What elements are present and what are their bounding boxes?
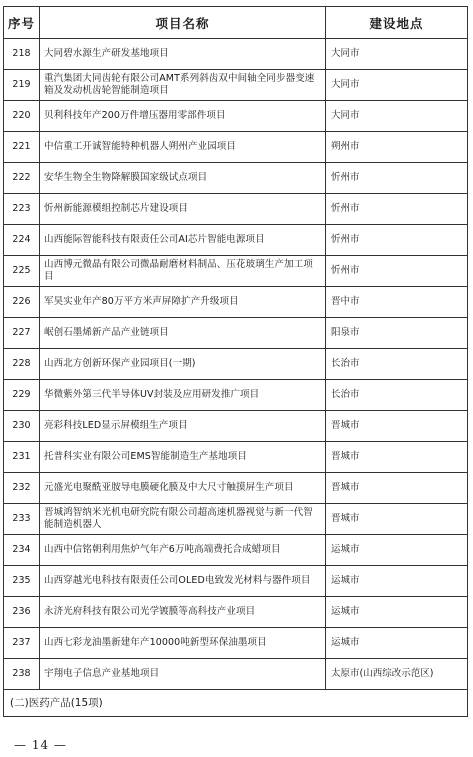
location-cell: 晋城市	[326, 504, 468, 535]
table-row	[4, 287, 468, 318]
location-cell: 大同市	[326, 39, 468, 70]
project-name-cell: 永济光府科技有限公司光学镀膜等高科技产业项目	[40, 597, 326, 628]
location-cell: 运城市	[326, 535, 468, 566]
project-name-cell: 贝利科技年产200万件增压器用零部件项目	[40, 101, 326, 132]
serial-cell: 233	[4, 504, 40, 535]
location-cell: 长治市	[326, 380, 468, 411]
location-cell: 大同市	[326, 70, 468, 101]
serial-cell: 219	[4, 70, 40, 101]
serial-cell: 224	[4, 225, 40, 256]
serial-cell: 221	[4, 132, 40, 163]
serial-cell: 227	[4, 318, 40, 349]
location-cell: 运城市	[326, 628, 468, 659]
header-serial: 序号	[4, 7, 40, 39]
project-name-cell: 中信重工开诚智能特种机器人朔州产业园项目	[40, 132, 326, 163]
table-row	[4, 70, 468, 101]
location-cell: 运城市	[326, 597, 468, 628]
serial-cell: 220	[4, 101, 40, 132]
table-row	[4, 504, 468, 535]
project-name-cell: 山西能际智能科技有限责任公司AI芯片智能电源项目	[40, 225, 326, 256]
serial-cell: 234	[4, 535, 40, 566]
serial-cell: 225	[4, 256, 40, 287]
table-row	[4, 442, 468, 473]
location-cell: 长治市	[326, 349, 468, 380]
location-cell: 忻州市	[326, 163, 468, 194]
table-row	[4, 318, 468, 349]
project-name-cell: 亮彩科技LED显示屏模组生产项目	[40, 411, 326, 442]
project-name-cell: 宇翔电子信息产业基地项目	[40, 659, 326, 690]
section-title: (二)医药产品(15项)	[4, 690, 468, 717]
section-footer-row	[4, 690, 468, 717]
serial-cell: 238	[4, 659, 40, 690]
table-row	[4, 566, 468, 597]
project-name-cell: 军昊实业年产80万平方米声屏障扩产升级项目	[40, 287, 326, 318]
location-cell: 晋中市	[326, 287, 468, 318]
location-cell: 太原市(山西综改示范区)	[326, 659, 468, 690]
header-project-name: 项目名称	[40, 7, 326, 39]
location-cell: 大同市	[326, 101, 468, 132]
page-number: — 14 —	[14, 738, 67, 752]
project-name-cell: 山西穿越光电科技有限责任公司OLED电致发光材料与器件项目	[40, 566, 326, 597]
location-cell: 运城市	[326, 566, 468, 597]
project-name-cell: 重汽集团大同齿轮有限公司AMT系列斜齿双中间轴全同步器变速箱及发动机齿轮智能制造项目	[40, 70, 326, 101]
location-cell: 忻州市	[326, 194, 468, 225]
table-row	[4, 225, 468, 256]
table-row	[4, 39, 468, 70]
table-row	[4, 101, 468, 132]
serial-cell: 236	[4, 597, 40, 628]
project-table	[3, 6, 468, 717]
location-cell: 晋城市	[326, 473, 468, 504]
location-cell: 忻州市	[326, 225, 468, 256]
table-row	[4, 411, 468, 442]
project-name-cell: 忻州新能源模组控制芯片建设项目	[40, 194, 326, 225]
serial-cell: 222	[4, 163, 40, 194]
project-name-cell: 山西七彩龙油墨新建年产10000吨新型环保油墨项目	[40, 628, 326, 659]
table-row	[4, 163, 468, 194]
project-name-cell: 安华生物全生物降解膜国家级试点项目	[40, 163, 326, 194]
project-name-cell: 大同碧水源生产研发基地项目	[40, 39, 326, 70]
serial-cell: 235	[4, 566, 40, 597]
project-name-cell: 山西中信铭朝利用焦炉气年产6万吨高端费托合成蜡项目	[40, 535, 326, 566]
project-name-cell: 晋城鸿智纳米光机电研究院有限公司超高速机器视觉与新一代智能制造机器人	[40, 504, 326, 535]
serial-cell: 218	[4, 39, 40, 70]
project-name-cell: 山西博元微晶有限公司微晶耐磨材料制品、压花玻璃生产加工项目	[40, 256, 326, 287]
serial-cell: 230	[4, 411, 40, 442]
serial-cell: 231	[4, 442, 40, 473]
table-row	[4, 380, 468, 411]
serial-cell: 232	[4, 473, 40, 504]
serial-cell: 237	[4, 628, 40, 659]
project-name-cell: 托普科实业有限公司EMS智能制造生产基地项目	[40, 442, 326, 473]
table-header-row	[4, 7, 468, 39]
table-row	[4, 659, 468, 690]
project-name-cell: 华微紫外第三代半导体UV封装及应用研发推广项目	[40, 380, 326, 411]
table-row	[4, 349, 468, 380]
header-location: 建设地点	[326, 7, 468, 39]
serial-cell: 223	[4, 194, 40, 225]
location-cell: 晋城市	[326, 442, 468, 473]
location-cell: 朔州市	[326, 132, 468, 163]
serial-cell: 226	[4, 287, 40, 318]
project-name-cell: 元盛光电聚酰亚胺导电膜硬化膜及中大尺寸触摸屏生产项目	[40, 473, 326, 504]
location-cell: 忻州市	[326, 256, 468, 287]
table-row	[4, 194, 468, 225]
table-row	[4, 597, 468, 628]
serial-cell: 228	[4, 349, 40, 380]
project-name-cell: 岷创石墨烯新产品产业链项目	[40, 318, 326, 349]
location-cell: 阳泉市	[326, 318, 468, 349]
table-row	[4, 132, 468, 163]
table-row	[4, 473, 468, 504]
serial-cell: 229	[4, 380, 40, 411]
location-cell: 晋城市	[326, 411, 468, 442]
table-row	[4, 628, 468, 659]
table-row	[4, 535, 468, 566]
project-name-cell: 山西北方创新环保产业园项目(一期)	[40, 349, 326, 380]
table-row	[4, 256, 468, 287]
